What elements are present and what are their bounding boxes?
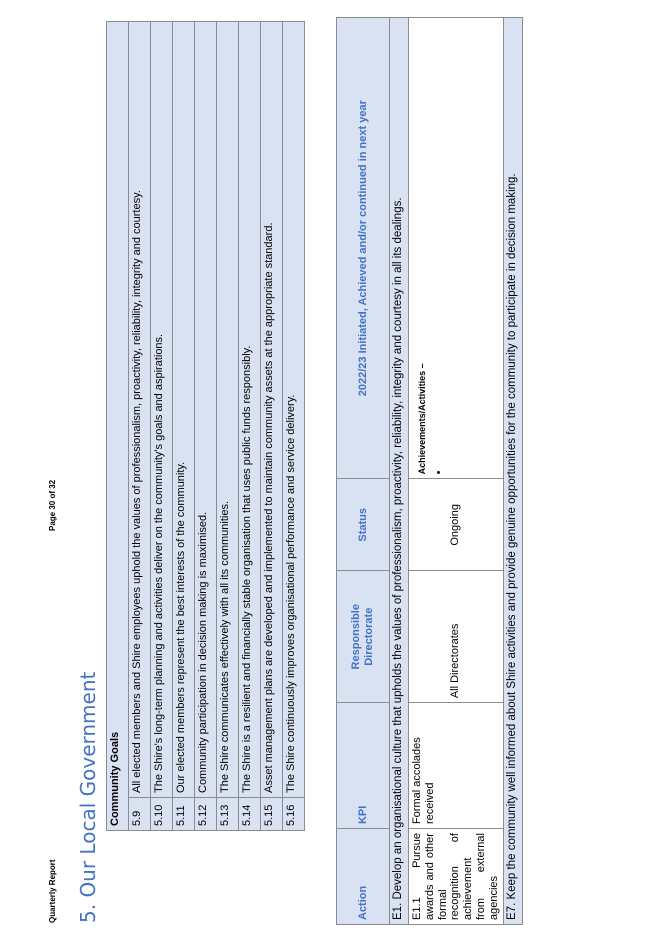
goal-text: All elected members and Shire employees uphold the values of professionalism, proactivity, reliability, integrity and courtesy. xyxy=(129,22,151,798)
table-row xyxy=(107,22,129,831)
goal-number: 5.9 xyxy=(129,798,151,831)
table-row xyxy=(390,18,409,925)
table-header-row xyxy=(337,18,390,925)
goal-text: The Shire's long-term planning and activities deliver on the community's goals and aspirations. xyxy=(151,22,173,798)
table-row xyxy=(195,22,217,831)
goal-number: 5.15 xyxy=(261,798,283,831)
progress-bullet: • xyxy=(433,470,446,475)
directorate-cell: All Directorates xyxy=(408,571,504,703)
header-directorate: Responsible Directorate xyxy=(337,571,390,703)
header-progress: 2022/23 Initiated, Achieved and/or continued in next year xyxy=(337,18,390,479)
progress-label: Achievements/Activities – xyxy=(416,363,427,475)
goal-text: Our elected members represent the best interests of the community. xyxy=(173,22,195,798)
kpi-table xyxy=(336,17,523,925)
header-kpi: KPI xyxy=(337,703,390,829)
table-row xyxy=(408,18,504,925)
goal-number: 5.12 xyxy=(195,798,217,831)
table-row xyxy=(151,22,173,831)
section-title: 5. Our Local Government xyxy=(76,671,100,923)
footer-page-number: Page 30 of 32 xyxy=(48,479,57,531)
footer-report-label: Quarterly Report xyxy=(48,859,57,923)
table-row xyxy=(283,22,305,831)
table-row xyxy=(261,22,283,831)
goal-number: 5.16 xyxy=(283,798,305,831)
objective-e1: E1. Develop an organisational culture that upholds the values of professionalism, proactivity, reliability, integrity and courtesy in all its dealings. xyxy=(390,18,409,925)
goal-text: The Shire continuously improves organisational performance and service delivery. xyxy=(283,22,305,798)
goal-number: 5.13 xyxy=(217,798,239,831)
community-goals-table xyxy=(106,21,305,831)
table-row xyxy=(129,22,151,831)
goal-text: The Shire communicates effectively with all its communities. xyxy=(217,22,239,798)
goal-text: Asset management plans are developed and implemented to maintain community assets at the appropriate standard. xyxy=(261,22,283,798)
table-row xyxy=(217,22,239,831)
status-cell: Ongoing xyxy=(408,479,504,571)
goals-header: Community Goals xyxy=(107,22,129,831)
objective-e7: E7. Keep the community well informed about Shire activities and provide genuine opportunities for the community to participate in decision making. xyxy=(504,18,523,925)
kpi-cell: Formal accolades received xyxy=(408,703,504,829)
goal-text: The Shire is a resilient and financially stable organisation that uses public funds responsibly. xyxy=(239,22,261,798)
header-action: Action xyxy=(337,829,390,925)
table-row xyxy=(504,18,523,925)
header-status: Status xyxy=(337,479,390,571)
action-cell: E1.1 Pursue awards and other formal recognition of achievement from external agencies xyxy=(408,829,504,925)
goal-number: 5.11 xyxy=(173,798,195,831)
goal-text: Community participation in decision making is maximised. xyxy=(195,22,217,798)
progress-cell xyxy=(408,18,504,479)
table-row xyxy=(239,22,261,831)
goal-number: 5.10 xyxy=(151,798,173,831)
goal-number: 5.14 xyxy=(239,798,261,831)
table-row xyxy=(173,22,195,831)
